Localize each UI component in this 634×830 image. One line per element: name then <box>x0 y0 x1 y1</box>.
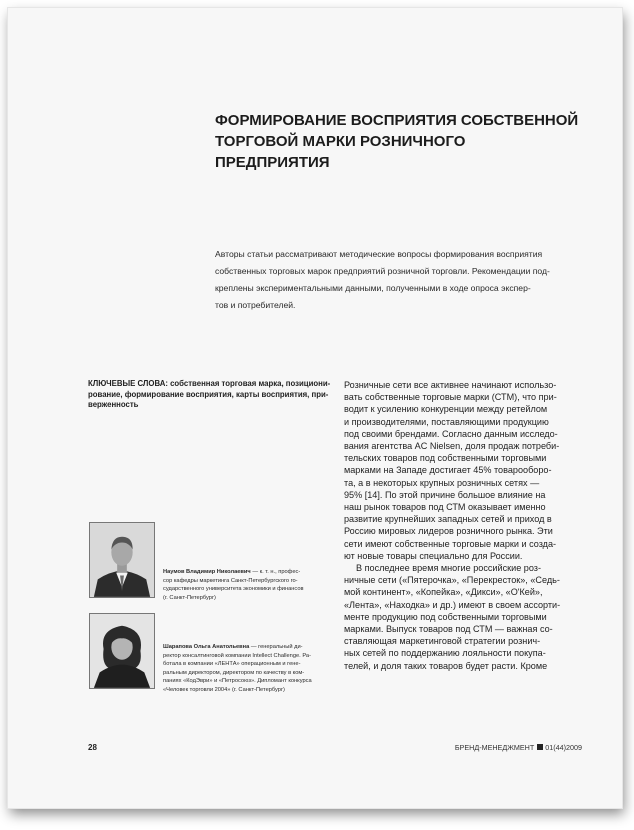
bio-line: — генеральный ди- <box>249 644 303 650</box>
body-line: телей, и доля таких товаров будет расти. Кроме <box>344 660 548 671</box>
body-line: наш рынок товаров под СТМ оказывает именно <box>344 502 546 513</box>
body-line: ставляющая маркетинговой стратегии рознич- <box>344 636 541 647</box>
title-line: ТОРГОВОЙ МАРКИ РОЗНИЧНОГО <box>215 133 466 150</box>
body-line: менте продукцию под собственными торговыми <box>344 611 547 622</box>
body-line: марками. Выпуск товаров под СТМ — важная со- <box>344 624 553 635</box>
body-line: та, а в некоторых крупных розничных сетях — <box>344 477 540 488</box>
body-line: вать собственные торговые марки (СТМ), что при- <box>344 392 557 403</box>
bio-line: сударственного университета экономики и финансов <box>163 586 304 593</box>
body-line: и производителями, поставляющими продукцию <box>344 416 549 427</box>
bio-line: паниях «КодЭври» и «Петросоюз». Дипломант конкурса <box>163 678 312 685</box>
body-line: развитие крупнейших западных сетей и приход в <box>344 514 552 525</box>
abstract-line: тов и потребителей. <box>215 300 296 310</box>
abstract-line: Авторы статьи рассматривают методические вопросы формирования восприятия <box>215 249 543 259</box>
bio-line: сор кафедры маркетинга Санкт-Петербургского го- <box>163 577 298 584</box>
body-line: вания агентства AC Nielsen, доля продаж потреби- <box>344 441 560 452</box>
author-bio-sharapova <box>163 643 333 695</box>
bio-line: ботала в компании «ЛЕНТА» операционным и гене- <box>163 661 301 668</box>
keywords-line: верженность <box>88 400 139 409</box>
keywords-line: КЛЮЧЕВЫЕ СЛОВА: собственная торговая марка, позициони- <box>88 379 331 388</box>
bio-line: ректор консалтинговой компании Intellect Challenge. Ра- <box>163 652 311 659</box>
journal-name: БРЕНД-МЕНЕДЖМЕНТ <box>454 743 535 752</box>
body-line: ничные сети («Пятерочка», «Перекресток», «Седь- <box>344 575 560 586</box>
bio-line: (г. Санкт-Петербург) <box>163 594 216 601</box>
body-line: водит к усилению конкуренции между ретейлом <box>344 404 548 415</box>
body-line: марками на Западе достигает 45% товарооборо- <box>344 465 552 476</box>
article-abstract <box>215 246 593 314</box>
bio-line: «Человек торговли 2004» (г. Санкт-Петербург) <box>163 686 285 693</box>
journal-footer <box>455 743 582 752</box>
title-line: ПРЕДПРИЯТИЯ <box>215 154 330 171</box>
body-line: В последнее время многие российские роз- <box>356 563 541 574</box>
body-line: ют новые товары специально для России. <box>344 550 523 561</box>
author-photo-naumov <box>89 522 155 598</box>
page-number: 28 <box>88 743 97 752</box>
body-line: мой континент», «Копейка», «Дикси», «О'Кей», <box>344 587 543 598</box>
journal-issue: 01(44)2009 <box>545 743 582 752</box>
journal-page <box>8 8 622 808</box>
abstract-line: собственных торговых марок предприятий розничной торговли. Рекомендации под- <box>215 266 550 276</box>
keywords-line: рование, формирование восприятия, карты восприятия, при- <box>88 389 329 399</box>
article-title <box>215 110 615 173</box>
abstract-line: креплены экспериментальными данными, полученными в ходе опроса экспер- <box>215 283 531 293</box>
keywords-block <box>88 379 338 411</box>
article-body <box>344 379 594 672</box>
body-line: «Лента», «Находка» и др.) имеют в своем ассорти- <box>344 599 561 610</box>
square-bullet-icon <box>537 744 543 750</box>
body-line: тельских товаров под собственными торговыми <box>344 453 547 464</box>
body-line: сети имеют собственные торговые марки и созда- <box>344 538 557 549</box>
body-line: Россию мировых лидеров розничного рынка. Эти <box>344 526 553 537</box>
author-name: Шарапова Ольга Анатольевна <box>163 644 250 650</box>
body-line: ных сетей по поддержанию лояльности покупа- <box>344 648 546 659</box>
title-line: ФОРМИРОВАНИЕ ВОСПРИЯТИЯ СОБСТВЕННОЙ <box>215 112 579 129</box>
portrait-man-image <box>90 523 154 597</box>
author-name: Наумов Владимир Николаевич <box>163 569 251 575</box>
bio-line: ральным директором, директором по качеству в ком- <box>163 669 305 676</box>
author-photo-sharapova <box>89 613 155 689</box>
body-line: 95% [14]. По этой причине большое влияние на <box>344 489 546 500</box>
body-line: Розничные сети все активнее начинают использо- <box>344 380 557 390</box>
author-bio-naumov <box>163 568 333 602</box>
bio-line: — к. т. н., профес- <box>250 569 301 575</box>
body-line: под своими брендами. Согласно данным исследо- <box>344 428 558 439</box>
portrait-woman-image <box>90 614 154 688</box>
